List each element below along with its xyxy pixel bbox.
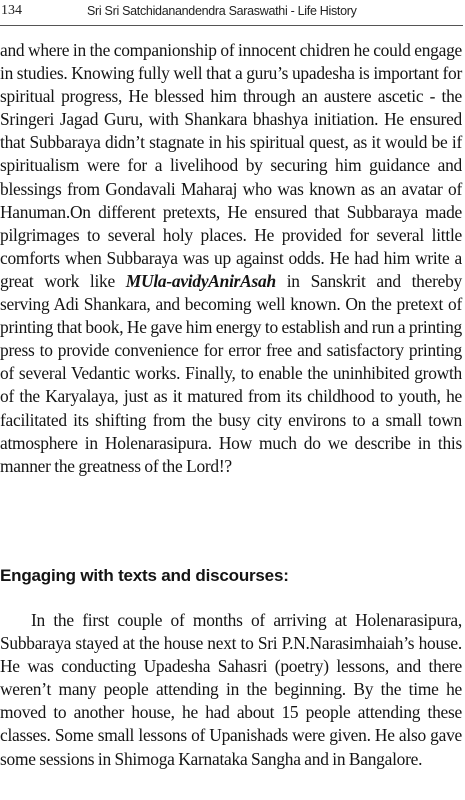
running-title: Sri Sri Satchidanandendra Saraswathi - Life History — [87, 4, 357, 18]
emphasized-title: MUla-avidyAnirAsah — [125, 270, 276, 291]
section-body — [0, 609, 462, 771]
page-header — [0, 2, 465, 24]
paragraph-text: and where in the companionship of innocent chidren he could engage in studies. Knowing fully well that a guru’s upadesha is important for spiritual progress, He blessed him through an austere ascetic - the Sringeri Jagad Guru, with Shankara bhashya initiation. He ensured that Subbaraya didn’t stagnate in his spiritual quest, as it would be if spiritualism were for a livelihood by securing him guidance and blessings from Gondavali Maharaj who was known as an avatar of Hanuman.On different pretexts, He ensured that Subbaraya made pilgrimages to several holy places. He provided for several little comforts when Subbaraya was up against odds. He had him write a great work like — [0, 40, 462, 291]
page-number: 134 — [1, 3, 22, 18]
paragraph-text: in Sanskrit and thereby serving Adi Shankara, and becoming well known. On the pretext of printing that book, He gave him energy to establish and run a printing press to provide convenience for error free and satisfactory printing of several Vedantic works. Finally, to enable the uninhibited growth of the Karyalaya, just as it matured from its childhood to youth, he facilitated its shifting from the busy city environs to a small town atmosphere in Holenarasipura. How much do we describe in this manner the greatness of the Lord!? — [0, 270, 462, 476]
paragraph — [0, 39, 462, 478]
body-text — [0, 39, 462, 478]
section-heading: Engaging with texts and discourses: — [0, 566, 289, 585]
paragraph: In the first couple of months of arriving at Holenarasipura, Subbaraya stayed at the house next to Sri P.N.Narasimhaiah’s house. He was conducting Upadesha Sahasri (poetry) lessons, and there weren’t many people attending in the beginning. By the time he moved to another house, he had about 15 people attending these classes. Some small lessons of Upanishads were given. He also gave some sessions in Shimoga Karnataka Sangha and in Bangalore. — [0, 610, 462, 769]
header-rule — [0, 25, 463, 26]
